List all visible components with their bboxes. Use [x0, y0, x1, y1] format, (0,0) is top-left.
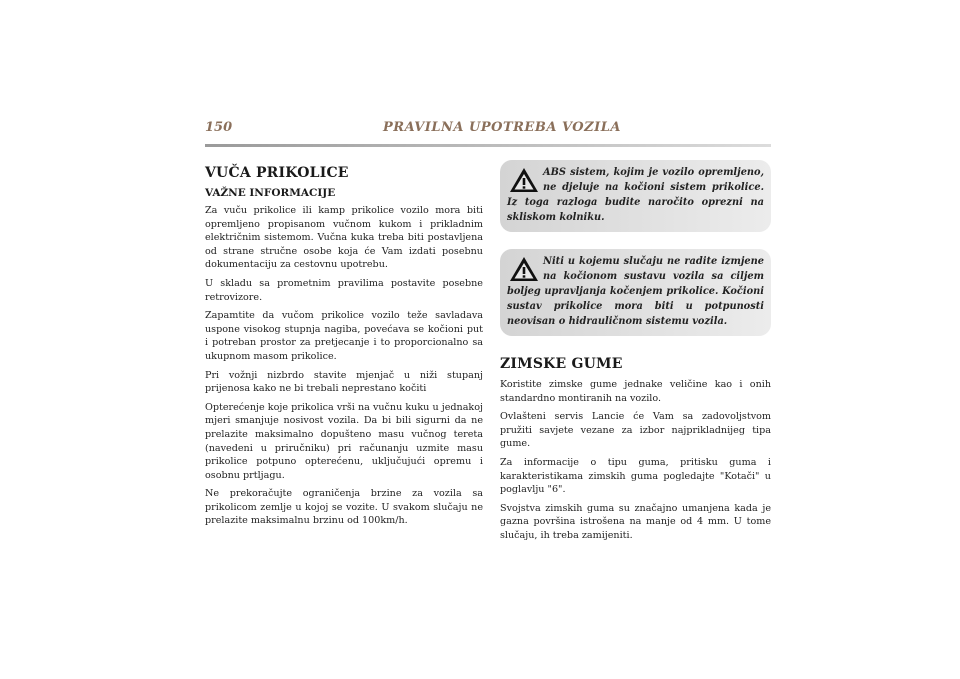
warning-text: ABS sistem, kojim je vozilo opremljeno, ne djeluje na kočioni sistem prikolice. Iz toga razloga budite naročito oprezni na skliskom kolniku. — [507, 167, 764, 223]
warning-box — [500, 160, 771, 232]
paragraph: Ne prekoračujte ograničenja brzine za vozila sa prikolicom zemlje u kojoj se vozite. U svakom slučaju ne prelazite maksimalnu brzinu od 100km/h. — [205, 488, 483, 527]
section-subtitle: VAŽNE INFORMACIJE — [205, 187, 336, 199]
page-header — [205, 118, 770, 142]
paragraph: Opterećenje koje prikolica vrši na vučnu kuku u jednakoj mjeri smanjuje nosivost vozila. Da bi bili sigurni da ne prelazite maksimalno dopušteno masu vučnog tereta (navedeni u priručniku) pri računanju uzmite masu prikolice potpuno opterećenu, uključujući opremu i osobnu prtljagu. — [205, 401, 483, 481]
paragraph: Svojstva zimskih guma su značajno umanjena kada je gazna površina istrošena na manje od 4 mm. U tome slučaju, ih treba zamijeniti. — [500, 502, 771, 541]
section-title-winter-tires: ZIMSKE GUME — [500, 356, 623, 372]
right-column — [500, 160, 771, 548]
warning-box — [500, 249, 771, 336]
warning-triangle-icon — [509, 167, 539, 193]
warning-text: Niti u kojemu slučaju ne radite izmjene na kočionom sustavu vozila sa ciljem boljeg upravljanja kočenjem prikolice. Kočioni sustav prikolice mora biti u potpunosti neovisan o hidrauličnom sistemu vozila. — [507, 256, 764, 327]
paragraph: Koristite zimske gume jednake veličine kao i onih standardno montiranih na vozilo. — [500, 379, 771, 404]
page-number: 150 — [205, 120, 233, 135]
section-title-trailer: VUČA PRIKOLICE — [205, 165, 349, 181]
paragraph: U skladu sa prometnim pravilima postavite posebne retrovizore. — [205, 277, 483, 303]
paragraph: Pri vožnji nizbrdo stavite mjenjač u niži stupanj prijenosa kako ne bi trebali neprestano kočiti — [205, 369, 483, 395]
paragraph: Zapamtite da vučom prikolice vozilo teže savladava uspone visokog stupnja nagiba, povećava se kočioni put i potreban prostor za pretjecanje i to proporcionalno sa ukupnom masom prikolice. — [205, 310, 483, 362]
running-title: PRAVILNA UPOTREBA VOZILA — [383, 120, 621, 135]
warning-triangle-icon — [509, 256, 539, 282]
paragraph: Za informacije o tipu guma, pritisku guma i karakteristikama zimskih guma pogledajte "Kotači" u poglavlju "6". — [500, 456, 771, 496]
header-rule — [205, 144, 771, 147]
paragraph: Za vuču prikolice ili kamp prikolice vozilo mora biti opremljeno propisanom vučnom kukom i prikladnim električnim sistemom. Vučna kuka treba biti postavljena od strane stručne osobe koja će Vam izdati posebnu dokumentaciju za cestovnu upotrebu. — [205, 205, 483, 271]
left-column — [205, 165, 483, 533]
paragraph: Ovlašteni servis Lancie će Vam sa zadovoljstvom pružiti savjete vezane za izbor najprikladnijeg tipa gume. — [500, 411, 771, 450]
